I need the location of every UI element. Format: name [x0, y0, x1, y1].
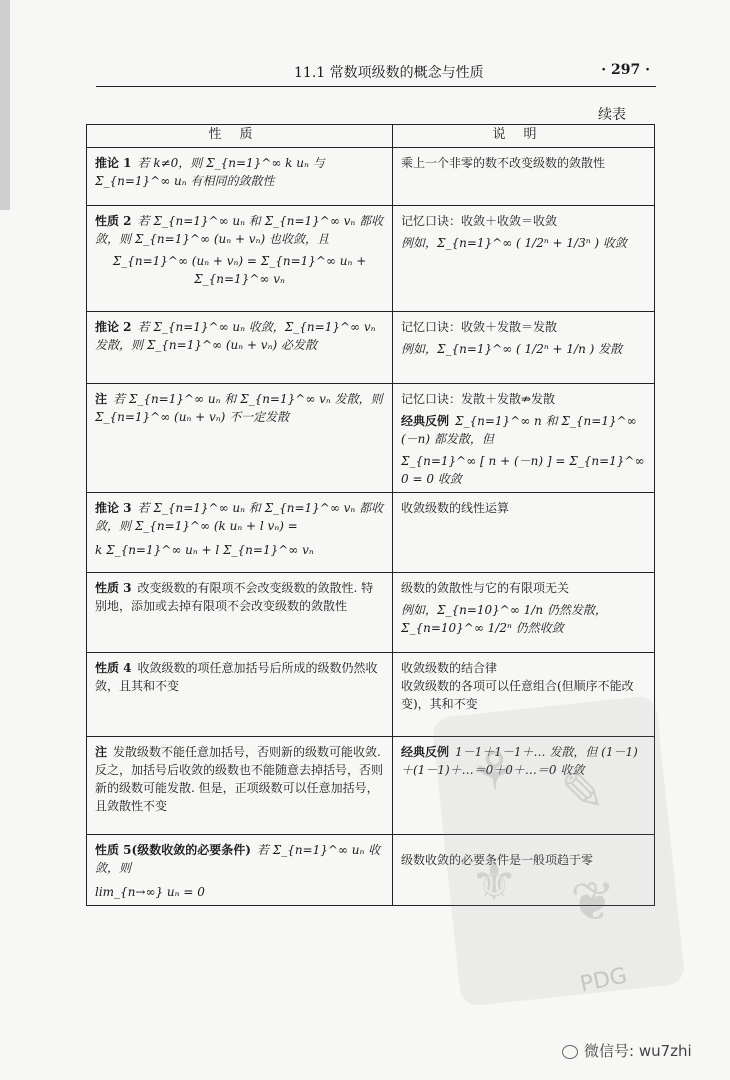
- counterexample-label: 经典反例: [401, 414, 450, 428]
- column-header-property: 性质: [87, 125, 393, 148]
- note-text: 记忆口诀：收敛＋发散＝发散: [401, 320, 558, 334]
- wechat-id: 微信号: wu7zhi: [584, 1042, 692, 1060]
- note-detail: 收敛级数的各项可以任意组合(但顺序不能改变)，其和不变: [401, 679, 634, 711]
- page-edge-shadow: [0, 0, 10, 210]
- table-row: [87, 573, 655, 653]
- header-rule: [96, 86, 656, 87]
- property-cell: [87, 573, 393, 653]
- page-number: · 297 ·: [601, 62, 650, 78]
- table-row: [87, 493, 655, 573]
- stamp-glyph-icon: ✎: [560, 760, 606, 823]
- counterexample-label: 经典反例: [401, 745, 450, 759]
- table-row: [87, 312, 655, 384]
- row-tag: 推论 1: [95, 156, 132, 170]
- property-cell: [87, 384, 393, 493]
- property-text: 若 k≠0，则 Σ_{n=1}^∞ k uₙ 与 Σ_{n=1}^∞ uₙ 有相同的敛散性: [95, 156, 325, 188]
- page-header: [96, 62, 650, 86]
- note-example: 例如，Σ_{n=10}^∞ 1/n 仍然发散，Σ_{n=10}^∞ 1/2ⁿ 仍然收敛: [401, 603, 607, 635]
- note-example: Σ_{n=1}^∞ n 和 Σ_{n=1}^∞ (－n) 都发散，但: [401, 414, 637, 446]
- note-text: 记忆口诀：发散＋发散⇏发散: [401, 392, 556, 406]
- note-cell: [393, 148, 655, 206]
- property-text: 若 Σ_{n=1}^∞ uₙ 和 Σ_{n=1}^∞ vₙ 都收敛，则 Σ_{n=1}^∞ (uₙ + vₙ) 也收敛，且: [95, 214, 384, 246]
- note-text: 收敛级数的结合律: [401, 661, 498, 675]
- formula: lim_{n→∞} uₙ = 0: [95, 885, 205, 899]
- property-text: 发散级数不能任意加括号，否则新的级数可能收敛. 反之，加括号后收敛的级数也不能随意去掉括号，否则新的级数可能发散. 但是，正项级数可以任意加括号，且敛散性不变: [95, 745, 384, 813]
- wechat-icon: [562, 1045, 578, 1059]
- note-text: 收敛级数的线性运算: [401, 501, 510, 515]
- table-row: [87, 384, 655, 493]
- note-cell: [393, 312, 655, 384]
- row-tag: 推论 2: [95, 320, 132, 334]
- note-cell: [393, 493, 655, 573]
- property-cell: [87, 493, 393, 573]
- note-text: 1－1＋1－1＋… 发散，但 (1－1)＋(1－1)＋…＝0＋0＋…＝0 收敛: [401, 745, 638, 777]
- property-text: 若 Σ_{n=1}^∞ uₙ 收敛，则: [95, 843, 381, 875]
- property-cell: [87, 653, 393, 737]
- property-cell: [87, 835, 393, 906]
- property-text: 若 Σ_{n=1}^∞ uₙ 收敛，Σ_{n=1}^∞ vₙ 发散，则 Σ_{n=1}^∞ (uₙ + vₙ) 必发散: [95, 320, 376, 352]
- row-tag: 性质 3: [95, 581, 132, 595]
- continued-label: 续表: [598, 107, 626, 123]
- stamp-glyph-icon: ⚜: [470, 850, 519, 913]
- note-text: 乘上一个非零的数不改变级数的敛散性: [401, 156, 606, 170]
- section-title: 11.1 常数项级数的概念与性质: [294, 65, 484, 81]
- pdg-watermark: PDG: [577, 963, 630, 998]
- wechat-footer: [562, 1040, 692, 1061]
- property-text: 收敛级数的项任意加括号后所成的级数仍然收敛，且其和不变: [95, 661, 378, 693]
- property-cell: [87, 206, 393, 312]
- row-tag: 注: [95, 392, 108, 406]
- table-row: [87, 148, 655, 206]
- note-text: 记忆口诀：收敛＋收敛＝收敛: [401, 214, 558, 228]
- property-cell: [87, 737, 393, 835]
- note-example: 例如，Σ_{n=1}^∞ ( 1/2ⁿ + 1/n ) 发散: [401, 342, 623, 356]
- formula: Σ_{n=1}^∞ (uₙ + vₙ) = Σ_{n=1}^∞ uₙ + Σ_{n=1}^∞ vₙ: [112, 254, 367, 286]
- row-tag: 性质 2: [95, 214, 132, 228]
- stamp-glyph-icon: ⚘: [470, 740, 519, 803]
- note-text: 级数的敛散性与它的有限项无关: [401, 581, 570, 595]
- property-text: 若 Σ_{n=1}^∞ uₙ 和 Σ_{n=1}^∞ vₙ 发散，则 Σ_{n=1}^∞ (uₙ + vₙ) 不一定发散: [95, 392, 383, 424]
- row-tag: 性质 4: [95, 661, 132, 675]
- row-tag: 性质 5(级数收敛的必要条件): [95, 843, 251, 857]
- property-text: 改变级数的有限项不会改变级数的敛散性. 特别地，添加或去掉有限项不会改变级数的敛散性: [95, 581, 374, 613]
- note-example-2: Σ_{n=1}^∞ [ n + (－n) ] = Σ_{n=1}^∞ 0 = 0 收敛: [401, 454, 645, 486]
- row-tag: 推论 3: [95, 501, 132, 515]
- formula: k Σ_{n=1}^∞ uₙ + l Σ_{n=1}^∞ vₙ: [95, 543, 314, 557]
- note-cell: [393, 573, 655, 653]
- stamp-glyph-icon: ❦: [570, 870, 616, 933]
- note-cell: [393, 206, 655, 312]
- property-cell: [87, 148, 393, 206]
- note-text: 级数收敛的必要条件是一般项趋于零: [401, 853, 594, 867]
- table-row: [87, 206, 655, 312]
- note-cell: [393, 384, 655, 493]
- property-cell: [87, 312, 393, 384]
- row-tag: 注: [95, 745, 108, 759]
- property-text: 若 Σ_{n=1}^∞ uₙ 和 Σ_{n=1}^∞ vₙ 都收敛，则 Σ_{n=1}^∞ (k uₙ + l vₙ) =: [95, 501, 384, 533]
- note-example: 例如，Σ_{n=1}^∞ ( 1/2ⁿ + 1/3ⁿ ) 收敛: [401, 236, 627, 250]
- column-header-note: 说明: [393, 125, 655, 148]
- table-header-row: [87, 125, 655, 148]
